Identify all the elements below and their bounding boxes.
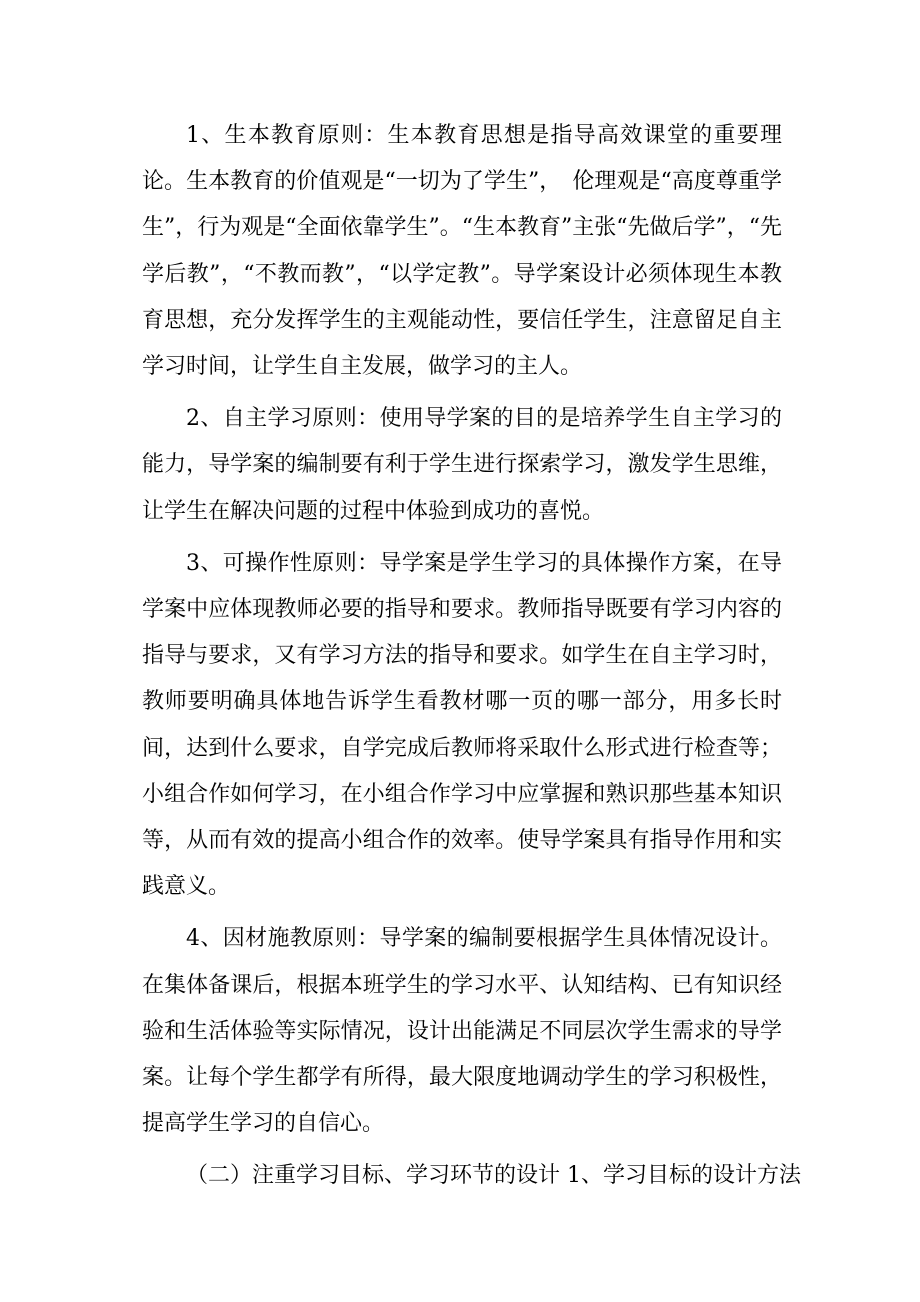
paragraph-principle-1: 1、生本教育原则：生本教育思想是指导高效课堂的重要理论。生本教育的价值观是“一切为了学生”， 伦理观是“高度尊重学生”，行为观是“全面依靠学生”。“生本教育”主张“先做后学”，“先学后教”，“不教而教”，“以学定教”。导学案设计必须体现生本教育思想，充分发挥学生的主观能动性，要信任学生，注意留足自主学习时间，让学生自主发展，做学习的主人。 (142, 123, 782, 380)
document-body (142, 113, 801, 1200)
paragraph-principle-2: 2、自主学习原则：使用导学案的目的是培养学生自主学习的能力，导学案的编制要有利于学生进行探索学习，激发学生思维，让学生在解决问题的过程中体验到成功的喜悦。 (142, 406, 782, 524)
paragraph-principle-4: 4、因材施教原则：导学案的编制要根据学生具体情况设计。在集体备课后，根据本班学生的学习水平、认知结构、已有知识经验和生活体验等实际情况，设计出能满足不同层次学生需求的导学案。让每个学生都学有所得，最大限度地调动学生的学习积极性，提高学生学习的自信心。 (142, 926, 782, 1137)
paragraph-principle-3: 3、可操作性原则：导学案是学生学习的具体操作方案，在导学案中应体现教师必要的指导和要求。教师指导既要有学习内容的指导与要求，又有学习方法的指导和要求。如学生在自主学习时，教师要明确具体地告诉学生看教材哪一页的哪一部分，用多长时间，达到什么要求，自学完成后教师将采取什么形式进行检查等；小组合作如何学习，在小组合作学习中应掌握和熟识那些基本知识等，从而有效的提高小组合作的效率。使导学案具有指导作用和实践意义。 (142, 550, 782, 900)
section-heading-line: （二）注重学习目标、学习环节的设计 1、学习目标的设计方法 (186, 1163, 801, 1189)
